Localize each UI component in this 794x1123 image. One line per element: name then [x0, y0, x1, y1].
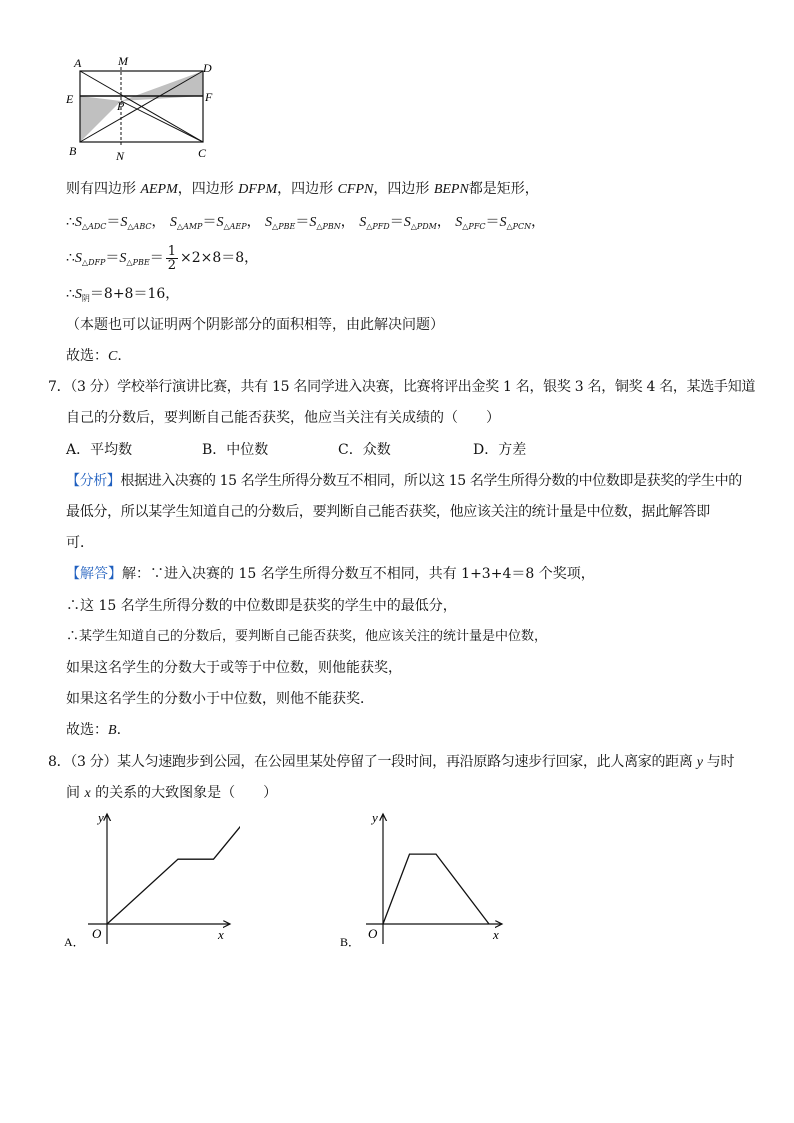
fraction-one-half: $\frac{1}{2}$ [167, 243, 176, 273]
y-axis-label: y [98, 810, 104, 825]
analysis-tag: 【分析】 [66, 473, 121, 489]
q7-stem-line2: 自己的分数后，要判断自己能否获奖，他应当关注有关成绩的（ ） [66, 410, 500, 426]
origin-label: O [92, 926, 102, 941]
q7-answer: 故选：B. [66, 722, 122, 738]
x-axis-label: x [218, 927, 224, 942]
q7-solution-line2: ∴这 15 名学生所得分数的中位数即是获奖的学生中的最低分， [66, 598, 457, 614]
q7-analysis-line2: 最低分，所以某学生知道自己的分数后，要判断自己能否获奖，他应该关注的统计量是中位数，据此解答即 [66, 504, 710, 520]
series-line [107, 816, 240, 924]
option-b-label: B． [340, 935, 361, 949]
label-b: B [69, 144, 77, 158]
label-c: C [198, 146, 207, 160]
x-axis-label: x [493, 927, 499, 942]
answer-prev: 故选：C. [66, 348, 122, 364]
graph-option-b [336, 808, 516, 953]
label-m: M [118, 54, 128, 68]
rectangle-figure [60, 52, 230, 164]
area-calculation: $\therefore S_{\triangle DFP}=S_{\triangle PBE}=$ $\frac{1}{2}$ ×2×8＝8， [66, 243, 259, 273]
label-d: D [203, 61, 212, 75]
q7-stem-line1: 7．（3 分）学校举行演讲比赛，共有 15 名同学进入决赛，比赛将评出金奖 1 名，银奖 3 名，铜奖 4 名，某选手知道 [48, 379, 756, 395]
solution-note: （本题也可以证明两个阴影部分的面积相等，由此解决问题） [66, 317, 444, 333]
label-p: P [117, 99, 125, 113]
q7-option-c: C．众数 [338, 442, 391, 458]
origin-label: O [368, 926, 378, 941]
option-a-label: A． [64, 935, 85, 949]
label-n: N [116, 149, 125, 163]
q8-stem-line2: 间 x 的关系的大致图象是（ ） [66, 785, 278, 801]
q7-solution-line4: 如果这名学生的分数大于或等于中位数，则他能获奖， [66, 660, 402, 676]
solution-tag: 【解答】 [66, 566, 122, 582]
q7-analysis-line3: 可． [66, 535, 94, 551]
y-axis-label: y [372, 810, 378, 825]
q7-solution-line1: 【解答】解：∵进入决赛的 15 名学生所得分数互不相同，共有 1+3+4＝8 个奖项， [66, 566, 595, 582]
shaded-area-total: $\therefore S_阴=8+8=16$， [66, 286, 180, 303]
label-f: F [205, 90, 213, 104]
graph-option-a [60, 808, 240, 953]
q7-analysis-line1: 【分析】根据进入决赛的 15 名学生所得分数互不相同，所以这 15 名学生所得分数的中位数即是获奖的学生中的 [66, 473, 742, 489]
shaded-triangle-left [80, 96, 121, 142]
rectangles-statement: 则有四边形 AEPM，四边形 DFPM，四边形 CFPN，四边形 BEPN都是矩形， [66, 181, 539, 197]
q7-solution-line5: 如果这名学生的分数小于中位数，则他不能获奖． [66, 691, 374, 707]
label-a: A [74, 56, 82, 70]
q7-solution-line3: ∴某学生知道自己的分数后，要判断自己能否获奖，他应该关注的统计量是中位数， [66, 629, 548, 644]
q8-stem-line1: 8．（3 分）某人匀速跑步到公园，在公园里某处停留了一段时间，再沿原路匀速步行回家，此人离家的距离 y 与时 [48, 754, 735, 770]
label-e: E [66, 92, 74, 106]
area-equalities: $\therefore S_{\triangle ADC}=S_{\triangle ABC}$， $S_{\triangle AMP}=S_{\triangle AEP}$， $S_{\triangle PBE}=S_{\triangle PBN}$， $S_{\triangle PFD}=S_{\triangle PDM}$， $S_{\triangle PFC}=S_{\triangle PCN}$， [66, 214, 546, 231]
q7-option-a: A．平均数 [66, 442, 133, 458]
q7-option-b: B．中位数 [202, 442, 269, 458]
q7-option-d: D．方差 [473, 442, 527, 458]
segment-pc [121, 101, 203, 142]
series-line [383, 854, 489, 924]
